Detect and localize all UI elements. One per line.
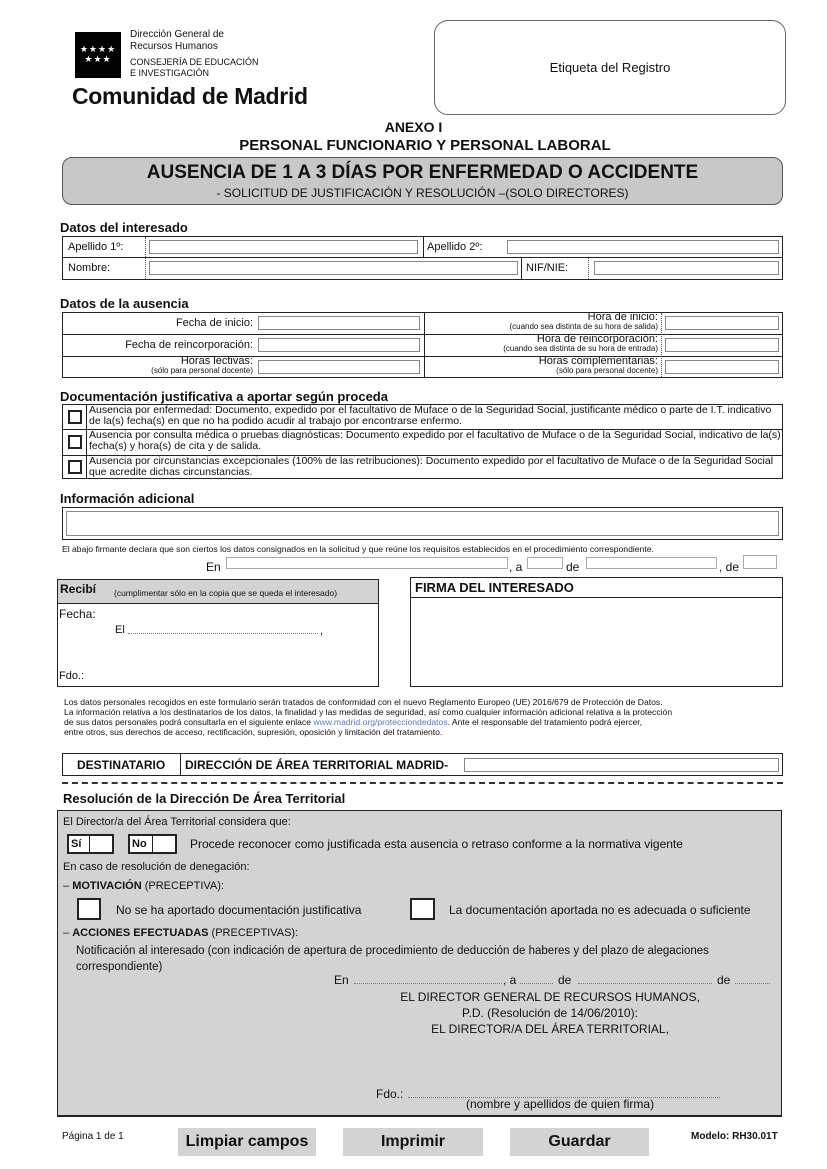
madrid-flag-logo: ★★★★ ★★★	[75, 32, 121, 78]
resolution-notification: Notificación al interesado (con indicación de apertura de procedimiento de deducción de haberes y del plazo de alegaciones correspondiente)	[76, 945, 709, 973]
nif-input[interactable]	[594, 261, 779, 275]
resolution-name-hint: (nombre y apellidos de quien firma)	[466, 1097, 655, 1111]
extra-hours-input[interactable]	[665, 360, 779, 374]
print-button[interactable]: Imprimir	[343, 1128, 483, 1156]
doc-illness-text: Ausencia por enfermedad: Documento, expedido por el facultativo de Muface o de la Seguridad Social, justificante médico o parte de I.T. indicativo de la(s) fecha(s) en que no ha podido acudir al trabajo por encontrarse enfermo.	[89, 404, 772, 427]
declaration-day-input[interactable]	[527, 557, 563, 569]
page-number: Página 1 de 1	[62, 1131, 124, 1142]
model-code: Modelo: RH30.01T	[691, 1131, 778, 1142]
name-label: Nombre:	[68, 262, 111, 274]
start-time-label: Hora de inicio: (cuando sea distinta de su hora de salida)	[509, 311, 658, 331]
interested-heading: Datos del interesado	[60, 220, 188, 235]
receipt-comma: ,	[320, 625, 324, 637]
resolution-place-line[interactable]	[354, 983, 502, 984]
resolution-yes-label: Sí	[71, 838, 82, 850]
docs-heading: Documentación justificativa a aportar según proceda	[60, 389, 388, 404]
recipient-area-input[interactable]	[464, 758, 779, 772]
reason1-checkbox[interactable]	[77, 898, 101, 920]
doc-exceptional-checkbox[interactable]	[68, 460, 82, 474]
resolution-actions: – ACCIONES EFECTUADAS (PRECEPTIVAS):	[63, 927, 299, 939]
receipt-el: El	[115, 624, 125, 636]
resolution-yes-checkbox[interactable]	[91, 836, 112, 852]
absence-heading: Datos de la ausencia	[60, 296, 189, 311]
receipt-fdo: Fdo.:	[59, 670, 85, 682]
declaration-month-input[interactable]	[586, 557, 717, 569]
receipt-date-label: Fecha:	[59, 607, 96, 621]
resolution-proceed-text: Procede reconocer como justificada esta ausencia o retraso conforme a la normativa vigente	[190, 837, 683, 851]
registry-label-box: Etiqueta del Registro	[434, 20, 786, 115]
resolution-heading: Resolución de la Dirección De Área Territorial	[63, 791, 346, 806]
reason2-text: La documentación aportada no es adecuada o suficiente	[449, 903, 751, 917]
main-title: AUSENCIA DE 1 A 3 DÍAS POR ENFERMEDAD O ACCIDENTE	[146, 162, 699, 183]
return-time-input[interactable]	[665, 338, 779, 352]
privacy-notice: Los datos personales recogidos en este formulario serán tratados de conformidad con el nuevo Reglamento Europeo (UE) 2016/679 de Protección de Datos. La información relativa a los destinatarios de los datos, la finalidad y las medidas de seguridad, así como cualquier información adicional relativa a la protección de sus datos personales podrá consultarla en el siguiente enlace www.madrid.org/protecciondedatos. Ante el responsable del tratamiento podrá ejercer, entre otros, sus derechos de acceso, rectificación, supresión, oposición y limitación del tratamiento.	[64, 697, 673, 737]
receipt-date-line[interactable]	[128, 633, 318, 634]
doc-consultation-checkbox[interactable]	[68, 435, 82, 449]
teaching-hours-input[interactable]	[258, 360, 420, 374]
declaration-en: En	[206, 560, 221, 574]
declaration-text: El abajo firmante declara que son ciertos los datos consignados en la solicitud y que reúne los requisitos establecidos en el procedimiento correspondiente.	[62, 544, 654, 554]
resolution-a: , a	[503, 973, 517, 987]
brand-name: Comunidad de Madrid	[72, 83, 308, 109]
resolution-motivation: – MOTIVACIÓN (PRECEPTIVA):	[63, 880, 224, 892]
start-date-label: Fecha de inicio:	[175, 317, 253, 329]
resolution-no-label: No	[132, 838, 147, 850]
resolution-denial: En caso de resolución de denegación:	[63, 861, 250, 873]
resolution-no-checkbox[interactable]	[154, 836, 175, 852]
return-time-label: Hora de reincorporación: (cuando sea distinta de su hora de entrada)	[503, 333, 658, 353]
name-input[interactable]	[149, 261, 518, 275]
resolution-year-line[interactable]	[735, 983, 770, 984]
start-date-input[interactable]	[258, 316, 420, 330]
main-title-box	[62, 157, 783, 205]
reason1-text: No se ha aportado documentación justificativa	[116, 903, 362, 917]
surname2-input[interactable]	[507, 240, 779, 254]
receipt-note: (cumplimentar sólo en la copia que se queda el interesado)	[114, 588, 338, 598]
resolution-fdo: Fdo.:	[376, 1087, 404, 1101]
save-button[interactable]: Guardar	[510, 1128, 649, 1156]
privacy-link[interactable]: www.madrid.org/protecciondedatos	[313, 717, 448, 727]
resolution-signatory: EL DIRECTOR GENERAL DE RECURSOS HUMANOS, P.D. (Resolución de 14/06/2010): EL DIRECTOR/A DEL ÁREA TERRITORIAL,	[400, 990, 700, 1036]
return-date-input[interactable]	[258, 338, 420, 352]
surname1-input[interactable]	[149, 240, 418, 254]
resolution-de2: de	[717, 973, 731, 987]
recipient-label: DESTINATARIO	[77, 758, 166, 772]
resolution-day-line[interactable]	[520, 983, 553, 984]
ministry-name: CONSEJERÍA DE EDUCACIÓN E INVESTIGACIÓN	[130, 57, 259, 78]
org-name: Dirección General de Recursos Humanos	[130, 29, 224, 52]
resolution-considers: El Director/a del Área Territorial considera que:	[63, 816, 291, 828]
declaration-place-input[interactable]	[226, 557, 508, 569]
clear-fields-button[interactable]: Limpiar campos	[178, 1128, 316, 1156]
additional-input[interactable]	[66, 511, 779, 536]
reason2-checkbox[interactable]	[410, 898, 435, 920]
nif-label: NIF/NIE:	[526, 262, 569, 274]
sub-title: - SOLICITUD DE JUSTIFICACIÓN Y RESOLUCIÓN –(SOLO DIRECTORES)	[216, 186, 629, 200]
declaration-de1: de	[566, 560, 580, 574]
resolution-month-line[interactable]	[578, 983, 712, 984]
doc-consultation-text: Ausencia por consulta médica o pruebas diagnósticas: Documento expedido por el facultativo de Muface o de la Seguridad Social, indicativo de la(s) fecha(s) y hora(s) de cita y de salida.	[89, 429, 781, 452]
annex-title: ANEXO I	[384, 119, 443, 135]
resolution-en: En	[334, 973, 349, 987]
return-date-label: Fecha de reincorporación:	[125, 339, 253, 351]
receipt-title: Recibí	[60, 582, 97, 596]
additional-heading: Información adicional	[60, 491, 195, 506]
extra-hours-label: Horas complementarias: (sólo para personal docente)	[538, 355, 658, 375]
surname1-label: Apellido 1º:	[68, 241, 124, 253]
signature-title: FIRMA DEL INTERESADO	[415, 580, 574, 595]
staff-title: PERSONAL FUNCIONARIO Y PERSONAL LABORAL	[239, 137, 611, 154]
doc-illness-checkbox[interactable]	[68, 410, 82, 424]
declaration-a: , a	[509, 560, 523, 574]
start-time-input[interactable]	[665, 316, 779, 330]
resolution-de1: de	[558, 973, 572, 987]
teaching-hours-label: Horas lectivas: (sólo para personal docente)	[151, 355, 253, 375]
separator-dashed	[62, 782, 783, 784]
declaration-year-input[interactable]	[743, 555, 777, 569]
doc-exceptional-text: Ausencia por circunstancias excepcionales (100% de las retribuciones): Documento expedido por el facultativo de Muface o de la Seguridad Social que acredite dichas circunstancias.	[89, 455, 774, 478]
declaration-de2: , de	[719, 560, 740, 574]
surname2-label: Apellido 2º:	[427, 241, 483, 253]
recipient-value: DIRECCIÓN DE ÁREA TERRITORIAL MADRID-	[185, 758, 449, 772]
